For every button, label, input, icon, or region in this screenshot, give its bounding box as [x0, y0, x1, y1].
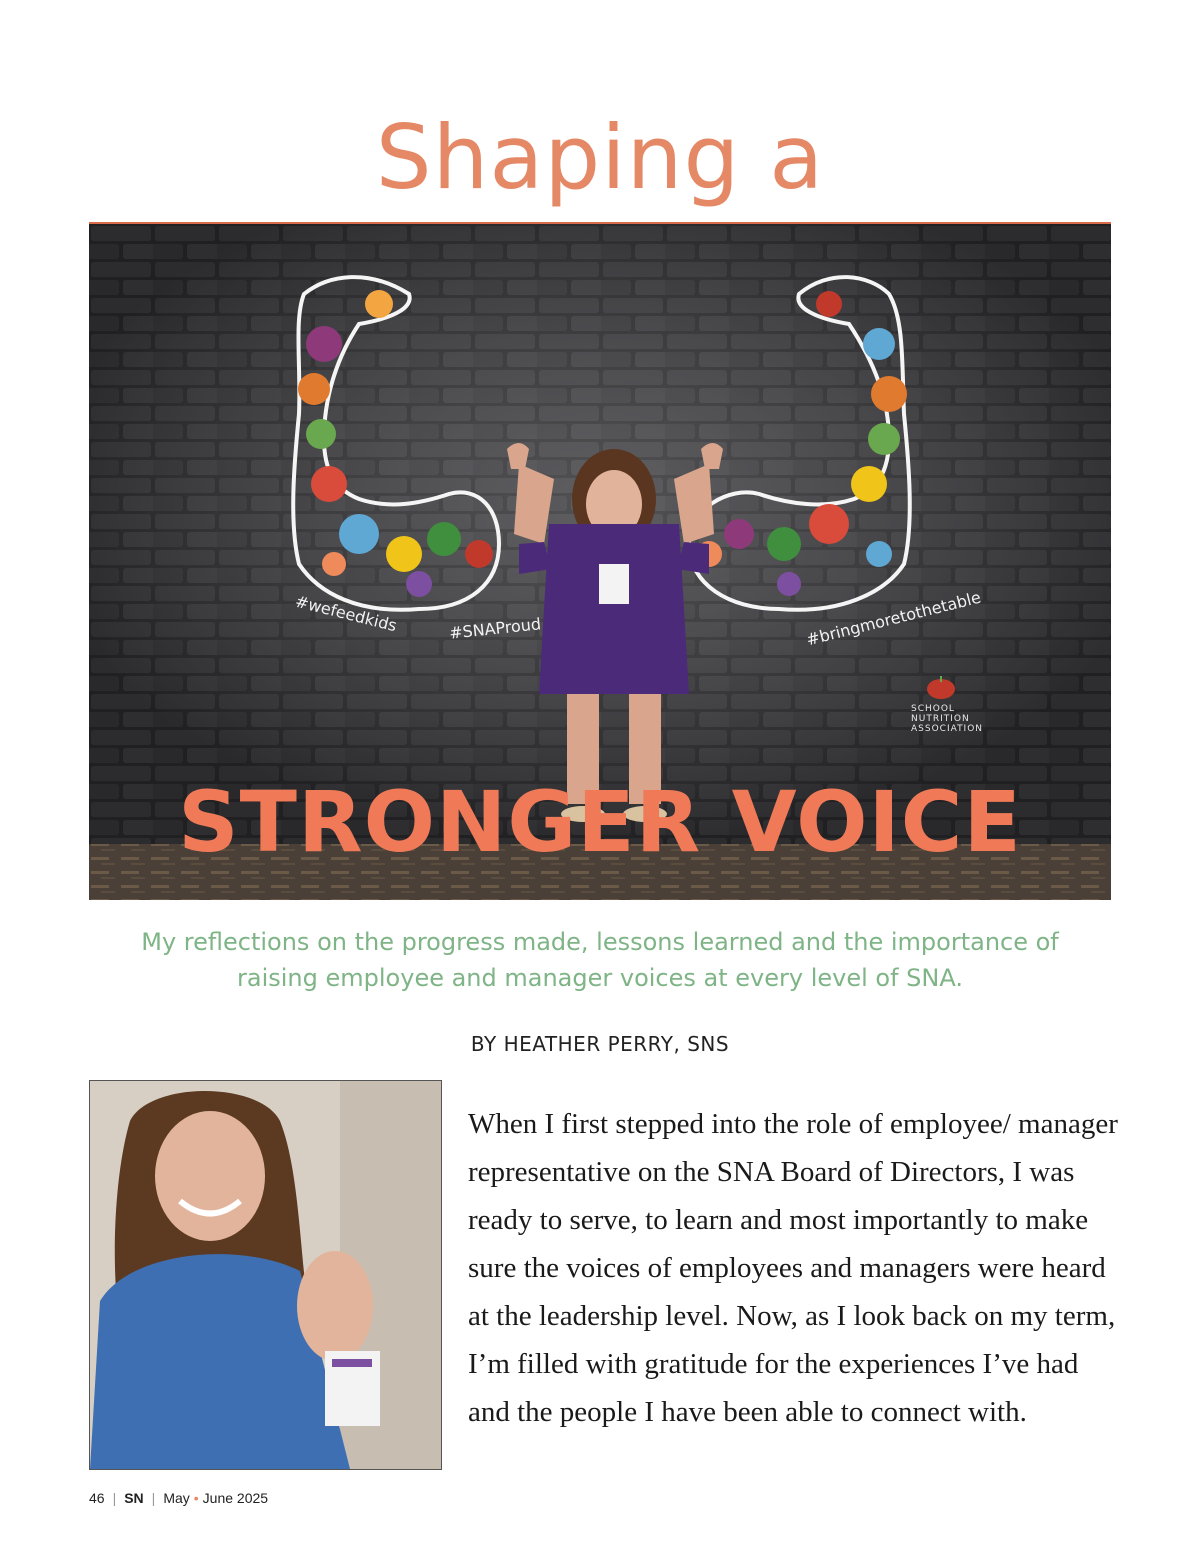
issue-month: May [163, 1490, 190, 1506]
body-paragraph: When I first stepped into the role of employee/ manager representative on the SNA Board of Directors, I was ready to serve, to learn and most importantly to make sure the voices of employees and managers were heard at the leadership level. Now, as I look back on my term, I’m filled with gratitude for the experiences I’ve had and the people I have been able to connect with. [468, 1108, 1118, 1428]
issue-date: June 2025 [202, 1490, 269, 1506]
magazine-brand: SN [124, 1490, 144, 1506]
logo-line: SCHOOL [911, 704, 955, 714]
sna-logo [911, 674, 984, 734]
page-footer: 46 | SN | May • June 2025 [89, 1490, 269, 1506]
apple-logo-icon [921, 674, 961, 700]
deck-line: raising employee and manager voices at every level of SNA. [237, 964, 963, 992]
author-portrait [89, 1080, 442, 1470]
logo-line: ASSOCIATION [911, 724, 984, 734]
logo-line: NUTRITION [911, 714, 970, 724]
wall-hashtag: #bringmoretothetable [804, 587, 983, 650]
headline-top: Shaping a [375, 106, 825, 209]
byline: BY HEATHER PERRY, SNS [470, 1032, 730, 1056]
wall-hashtag: #wefeedkids [293, 591, 399, 636]
portrait-illustration [90, 1081, 441, 1469]
deck-line: My reflections on the progress made, lessons learned and the importance of [141, 928, 1059, 956]
deck-subtitle [70, 924, 1130, 996]
page-number: 46 [89, 1490, 105, 1506]
headline-bottom: STRONGER VOICE [178, 773, 1022, 871]
wall-hashtag: #SNAProud [448, 614, 542, 643]
